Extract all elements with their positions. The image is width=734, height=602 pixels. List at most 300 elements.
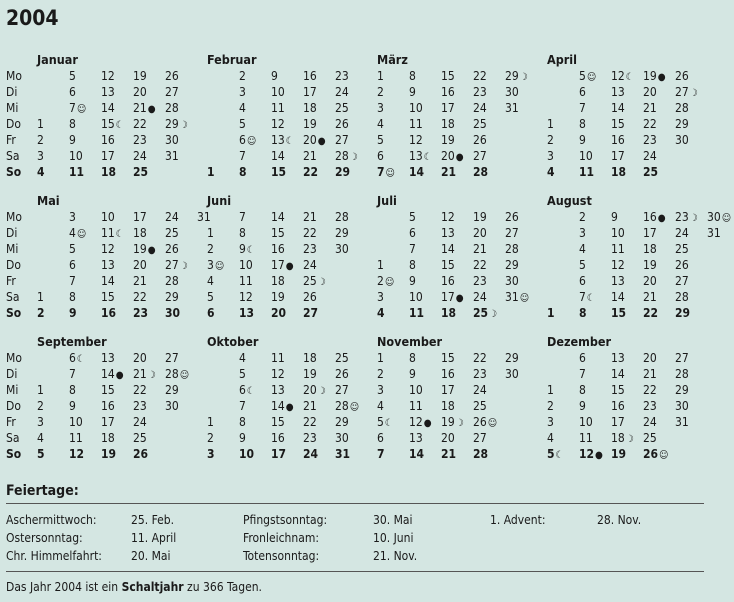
day-cell: 11 <box>271 351 285 365</box>
last-quarter-icon: ☾ <box>285 136 294 147</box>
last-quarter-icon: ☾ <box>246 386 255 397</box>
day-cell: 20 <box>643 274 657 288</box>
day-cell: 18 <box>611 165 627 179</box>
day-cell: 2 <box>579 210 586 224</box>
day-cell: 7 <box>579 367 586 381</box>
first-quarter-icon: ☽ <box>689 88 698 99</box>
day-cell: 3 <box>377 290 384 304</box>
day-cell: 6 <box>579 351 586 365</box>
month-name: Juni <box>207 193 232 208</box>
day-cell: 13 <box>611 274 625 288</box>
day-cell: 14 <box>409 447 425 461</box>
day-cell: 9 <box>69 399 76 413</box>
day-cell: 23☽ <box>675 209 702 225</box>
day-cell: 22 <box>473 351 487 365</box>
day-cell: 28 <box>473 447 489 461</box>
month-name: Dezember <box>547 334 612 349</box>
day-cell: 5 <box>377 133 384 147</box>
day-cell: 15☾ <box>101 116 128 132</box>
day-cell: 25☽ <box>303 273 330 289</box>
month-name: Februar <box>207 52 257 67</box>
day-cell: 30 <box>335 431 349 445</box>
new-moon-icon: ● <box>657 72 666 83</box>
day-cell: 2 <box>547 133 554 147</box>
first-quarter-icon: ☽ <box>147 370 156 381</box>
day-cell: 26☺ <box>643 446 670 462</box>
day-cell: 2 <box>207 242 214 256</box>
holiday-name: Fronleichnam: <box>243 531 319 545</box>
day-cell: 3 <box>37 415 44 429</box>
day-cell: 20 <box>473 226 487 240</box>
day-cell: 8 <box>409 69 416 83</box>
day-cell: 11 <box>239 274 253 288</box>
day-cell: 18 <box>441 399 455 413</box>
day-cell: 13 <box>611 351 625 365</box>
day-cell: 2 <box>37 306 45 320</box>
new-moon-icon: ● <box>423 418 432 429</box>
day-cell: 15 <box>271 165 287 179</box>
day-cell: 6☾ <box>69 350 96 366</box>
day-cell: 25 <box>643 431 657 445</box>
day-cell: 12 <box>611 258 625 272</box>
day-cell: 19 <box>303 367 317 381</box>
day-cell: 24 <box>643 415 657 429</box>
day-cell: 9 <box>409 85 416 99</box>
weekday-label: Mi <box>6 242 19 256</box>
day-cell: 27 <box>473 431 487 445</box>
day-cell: 27 <box>505 226 519 240</box>
weekday-label: Sa <box>6 149 20 163</box>
day-cell: 11 <box>69 165 85 179</box>
day-cell: 23 <box>473 274 487 288</box>
day-cell: 29 <box>675 383 689 397</box>
full-moon-icon: ☺ <box>76 229 87 240</box>
day-cell: 1 <box>207 226 214 240</box>
day-cell: 27 <box>335 133 349 147</box>
day-cell: 25 <box>133 165 149 179</box>
day-cell: 30 <box>165 133 179 147</box>
day-cell: 11 <box>579 165 595 179</box>
day-cell: 4☺ <box>69 225 96 241</box>
day-cell: 1 <box>377 351 384 365</box>
day-cell: 17 <box>441 101 455 115</box>
day-cell: 29 <box>335 226 349 240</box>
month-name: März <box>377 52 408 67</box>
holiday-name: Totensonntag: <box>243 549 320 563</box>
day-cell: 3 <box>239 85 246 99</box>
day-cell: 1 <box>207 165 215 179</box>
day-cell: 26 <box>505 210 519 224</box>
day-cell: 1 <box>37 290 44 304</box>
day-cell: 14● <box>101 366 128 382</box>
day-cell: 10 <box>409 290 423 304</box>
day-cell: 26 <box>335 117 349 131</box>
new-moon-icon: ● <box>147 104 156 115</box>
day-cell: 4 <box>547 165 555 179</box>
day-cell: 10 <box>611 226 625 240</box>
day-cell: 17 <box>101 149 115 163</box>
day-cell: 7☺ <box>69 100 96 116</box>
day-cell: 30 <box>675 133 689 147</box>
day-cell: 16 <box>101 399 115 413</box>
day-cell: 24 <box>675 226 689 240</box>
day-cell: 9 <box>69 133 76 147</box>
day-cell: 29 <box>165 290 179 304</box>
day-cell: 4 <box>377 306 385 320</box>
day-cell: 26 <box>133 447 149 461</box>
day-cell: 12● <box>409 414 436 430</box>
day-cell: 6 <box>377 431 384 445</box>
day-cell: 19 <box>611 447 627 461</box>
day-cell: 12 <box>409 133 423 147</box>
day-cell: 28 <box>675 290 689 304</box>
day-cell: 1 <box>547 383 554 397</box>
day-cell: 2☺ <box>377 273 404 289</box>
day-cell: 25 <box>133 431 147 445</box>
day-cell: 7☺ <box>377 164 404 180</box>
day-cell: 24 <box>303 258 317 272</box>
new-moon-icon: ● <box>115 370 124 381</box>
day-cell: 7 <box>377 447 385 461</box>
day-cell: 26 <box>303 290 317 304</box>
weekday-label: Mi <box>6 383 19 397</box>
new-moon-icon: ● <box>317 136 326 147</box>
day-cell: 1 <box>207 415 214 429</box>
full-moon-icon: ☺ <box>384 277 395 288</box>
day-cell: 27 <box>675 274 689 288</box>
day-cell: 30 <box>165 306 181 320</box>
day-cell: 1 <box>547 306 555 320</box>
day-cell: 16 <box>271 242 285 256</box>
day-cell: 25 <box>643 165 659 179</box>
first-quarter-icon: ☽ <box>455 418 464 429</box>
day-cell: 21● <box>133 100 160 116</box>
day-cell: 15 <box>441 69 455 83</box>
day-cell: 10 <box>69 415 83 429</box>
day-cell: 5 <box>207 290 214 304</box>
day-cell: 4 <box>377 399 384 413</box>
month-name: September <box>37 334 107 349</box>
day-cell: 9 <box>271 69 278 83</box>
day-cell: 16 <box>611 133 625 147</box>
day-cell: 21 <box>643 101 657 115</box>
day-cell: 14 <box>611 290 625 304</box>
last-quarter-icon: ☾ <box>423 152 432 163</box>
day-cell: 21☽ <box>133 366 160 382</box>
day-cell: 4 <box>579 242 586 256</box>
first-quarter-icon: ☽ <box>349 152 358 163</box>
month-name: August <box>547 193 592 208</box>
last-quarter-icon: ☾ <box>246 245 255 256</box>
day-cell: 18 <box>271 274 285 288</box>
day-cell: 1 <box>547 117 554 131</box>
full-moon-icon: ☺ <box>349 402 360 413</box>
month-name: Mai <box>37 193 60 208</box>
weekday-label: Fr <box>6 274 16 288</box>
day-cell: 14 <box>611 101 625 115</box>
day-cell: 15 <box>101 383 115 397</box>
day-cell: 9 <box>239 431 246 445</box>
day-cell: 25 <box>335 101 349 115</box>
day-cell: 19 <box>441 133 455 147</box>
day-cell: 22 <box>133 117 147 131</box>
day-cell: 11 <box>409 306 425 320</box>
weekday-label: Do <box>6 399 21 413</box>
day-cell: 2 <box>207 431 214 445</box>
day-cell: 1 <box>37 117 44 131</box>
day-cell: 17● <box>441 289 468 305</box>
day-cell: 3☺ <box>207 257 234 273</box>
day-cell: 11 <box>409 399 423 413</box>
day-cell: 10 <box>101 210 115 224</box>
weekday-label: So <box>6 165 22 179</box>
day-cell: 20 <box>133 85 147 99</box>
last-quarter-icon: ☾ <box>115 120 124 131</box>
day-cell: 21 <box>643 290 657 304</box>
day-cell: 3 <box>207 447 215 461</box>
day-cell: 22 <box>643 306 659 320</box>
day-cell: 9 <box>579 133 586 147</box>
day-cell: 18 <box>303 351 317 365</box>
day-cell: 30 <box>505 274 519 288</box>
day-cell: 1 <box>377 258 384 272</box>
day-cell: 25☽ <box>473 305 500 321</box>
day-cell: 18☽ <box>611 430 638 446</box>
day-cell: 7☾ <box>579 289 606 305</box>
day-cell: 31☺ <box>505 289 532 305</box>
day-cell: 11 <box>611 242 625 256</box>
day-cell: 20 <box>441 431 455 445</box>
holiday-date: 30. Mai <box>373 513 413 527</box>
day-cell: 1 <box>377 69 384 83</box>
day-cell: 13 <box>101 85 115 99</box>
day-cell: 23 <box>473 85 487 99</box>
day-cell: 13 <box>441 226 455 240</box>
weekday-label: Sa <box>6 290 20 304</box>
day-cell: 25 <box>675 242 689 256</box>
day-cell: 16● <box>643 209 670 225</box>
day-cell: 5 <box>579 258 586 272</box>
day-cell: 28 <box>473 165 489 179</box>
day-cell: 21 <box>441 165 457 179</box>
day-cell: 14 <box>409 165 425 179</box>
day-cell: 24 <box>133 415 147 429</box>
day-cell: 7 <box>409 242 416 256</box>
weekday-labels <box>6 68 22 180</box>
full-moon-icon: ☺ <box>487 418 498 429</box>
day-cell: 22 <box>303 226 317 240</box>
day-cell: 29 <box>675 117 689 131</box>
day-cell: 22 <box>133 383 147 397</box>
day-cell: 17 <box>271 447 287 461</box>
day-cell: 23 <box>133 133 147 147</box>
leap-year-note: Das Jahr 2004 ist ein Schaltjahr zu 366 Tagen. <box>6 580 262 594</box>
day-cell: 27 <box>165 85 179 99</box>
day-cell: 12 <box>271 367 285 381</box>
holiday-name: Pfingstsonntag: <box>243 513 328 527</box>
weekday-label: Do <box>6 258 21 272</box>
holiday-date: 25. Feb. <box>131 513 175 527</box>
day-cell: 16 <box>611 399 625 413</box>
day-cell: 25 <box>473 399 487 413</box>
day-cell: 9 <box>409 367 416 381</box>
day-cell: 18 <box>303 101 317 115</box>
day-cell: 5 <box>37 447 45 461</box>
day-cell: 12 <box>101 242 115 256</box>
day-cell: 5 <box>69 69 76 83</box>
day-cell: 23 <box>473 367 487 381</box>
day-cell: 22 <box>473 258 487 272</box>
weekday-label: Do <box>6 117 21 131</box>
day-cell: 17● <box>271 257 298 273</box>
day-cell: 11 <box>271 101 285 115</box>
day-cell: 31 <box>197 210 211 224</box>
first-quarter-icon: ☽ <box>625 434 634 445</box>
holiday-name: 1. Advent: <box>490 513 546 527</box>
day-cell: 4 <box>207 274 214 288</box>
day-cell: 21 <box>303 149 317 163</box>
day-cell: 10 <box>271 85 285 99</box>
holiday-name: Chr. Himmelfahrt: <box>6 549 102 563</box>
day-cell: 7 <box>239 210 246 224</box>
day-cell: 4 <box>37 165 45 179</box>
day-cell: 20☽ <box>303 382 330 398</box>
day-cell: 17 <box>643 226 657 240</box>
day-cell: 26 <box>675 258 689 272</box>
day-cell: 15 <box>101 290 115 304</box>
first-quarter-icon: ☽ <box>317 386 326 397</box>
new-moon-icon: ● <box>657 213 666 224</box>
day-cell: 23 <box>303 242 317 256</box>
page-title: 2004 <box>6 6 59 30</box>
day-cell: 17 <box>133 210 147 224</box>
day-cell: 12 <box>69 447 85 461</box>
day-cell: 5☾ <box>547 446 574 462</box>
holiday-date: 20. Mai <box>131 549 171 563</box>
day-cell: 3 <box>37 149 44 163</box>
day-cell: 16 <box>441 367 455 381</box>
day-cell: 26 <box>473 133 487 147</box>
day-cell: 22 <box>303 165 319 179</box>
day-cell: 28 <box>675 367 689 381</box>
day-cell: 15 <box>441 351 455 365</box>
day-cell: 2 <box>239 69 246 83</box>
day-cell: 18 <box>643 242 657 256</box>
day-cell: 22 <box>303 415 317 429</box>
day-cell: 20 <box>643 351 657 365</box>
day-cell: 21 <box>441 447 457 461</box>
first-quarter-icon: ☽ <box>519 72 528 83</box>
day-cell: 16 <box>441 274 455 288</box>
day-cell: 24 <box>473 383 487 397</box>
day-cell: 11 <box>409 117 423 131</box>
day-cell: 26 <box>165 69 179 83</box>
day-cell: 17 <box>611 415 625 429</box>
day-cell: 2 <box>377 367 384 381</box>
day-cell: 9 <box>579 399 586 413</box>
month-name: Juli <box>377 193 397 208</box>
weekday-label: Di <box>6 367 18 381</box>
day-cell: 19☽ <box>441 414 468 430</box>
day-cell: 28 <box>335 210 349 224</box>
day-cell: 9 <box>409 274 416 288</box>
divider-bottom <box>6 571 704 572</box>
full-moon-icon: ☺ <box>76 104 87 115</box>
day-cell: 8 <box>579 117 586 131</box>
last-quarter-icon: ☾ <box>384 418 393 429</box>
day-cell: 10 <box>239 447 255 461</box>
day-cell: 3 <box>377 383 384 397</box>
day-cell: 29 <box>335 415 349 429</box>
day-cell: 6 <box>69 85 76 99</box>
first-quarter-icon: ☽ <box>689 213 698 224</box>
day-cell: 6 <box>579 274 586 288</box>
day-cell: 10 <box>579 415 593 429</box>
day-cell: 5 <box>239 117 246 131</box>
day-cell: 8 <box>409 351 416 365</box>
holiday-date: 11. April <box>131 531 177 545</box>
day-cell: 28 <box>165 274 179 288</box>
day-cell: 21 <box>643 367 657 381</box>
weekday-label: Di <box>6 85 18 99</box>
day-cell: 23 <box>133 306 149 320</box>
day-cell: 12 <box>441 210 455 224</box>
day-cell: 26 <box>335 367 349 381</box>
full-moon-icon: ☺ <box>721 213 732 224</box>
day-cell: 30 <box>675 399 689 413</box>
holiday-date: 28. Nov. <box>597 513 642 527</box>
day-cell: 5 <box>239 367 246 381</box>
day-cell: 26☺ <box>473 414 500 430</box>
day-cell: 3 <box>547 149 554 163</box>
day-cell: 25 <box>473 117 487 131</box>
day-cell: 10 <box>409 383 423 397</box>
day-cell: 19 <box>133 69 147 83</box>
holiday-name: Aschermittwoch: <box>6 513 97 527</box>
day-cell: 2 <box>377 85 384 99</box>
day-cell: 29☽ <box>505 68 532 84</box>
day-cell: 19 <box>303 117 317 131</box>
day-cell: 6 <box>377 149 384 163</box>
full-moon-icon: ☺ <box>214 261 225 272</box>
day-cell: 27 <box>165 351 179 365</box>
day-cell: 28☺ <box>165 366 192 382</box>
day-cell: 20 <box>643 85 657 99</box>
day-cell: 6 <box>579 85 586 99</box>
day-cell: 13☾ <box>271 132 298 148</box>
day-cell: 15 <box>271 415 285 429</box>
day-cell: 18 <box>441 117 455 131</box>
day-cell: 20 <box>133 351 147 365</box>
day-cell: 19● <box>643 68 670 84</box>
day-cell: 21 <box>473 242 487 256</box>
new-moon-icon: ● <box>455 293 464 304</box>
day-cell: 3 <box>547 415 554 429</box>
day-cell: 30 <box>505 367 519 381</box>
last-quarter-icon: ☾ <box>555 450 564 461</box>
day-cell: 14● <box>271 398 298 414</box>
new-moon-icon: ● <box>285 261 294 272</box>
day-cell: 29 <box>505 258 519 272</box>
day-cell: 15 <box>611 306 627 320</box>
day-cell: 6 <box>207 306 215 320</box>
day-cell: 7 <box>239 399 246 413</box>
new-moon-icon: ● <box>285 402 294 413</box>
day-cell: 9☾ <box>239 241 266 257</box>
day-cell: 31 <box>505 101 519 115</box>
day-cell: 18 <box>133 226 147 240</box>
day-cell: 29 <box>335 165 351 179</box>
